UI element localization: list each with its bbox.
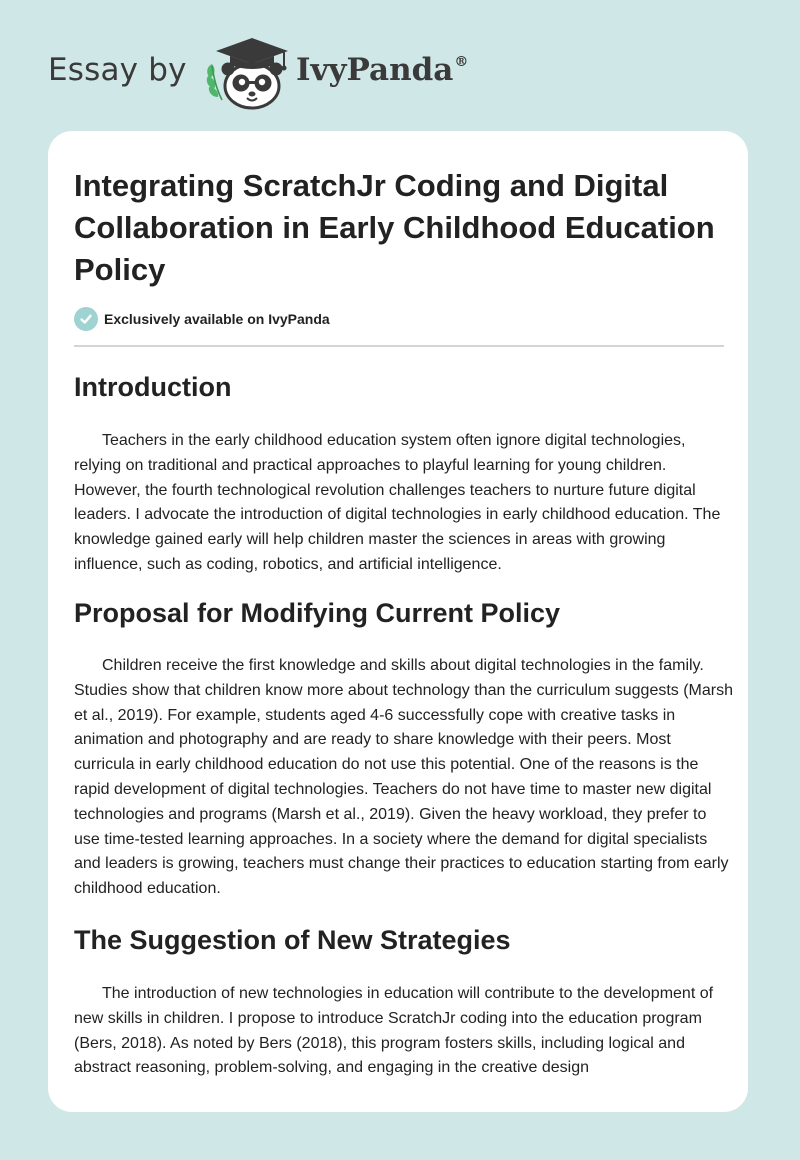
section-heading-introduction: Introduction (74, 372, 232, 402)
check-circle-icon (74, 307, 98, 331)
section-heading-proposal: Proposal for Modifying Current Policy (74, 598, 561, 628)
panda-graduate-logo-icon[interactable] (200, 34, 292, 110)
title-divider (74, 345, 724, 347)
article-title: Integrating ScratchJr Coding and Digital Collaboration in Early Childhood Education Policy (74, 168, 715, 287)
section-paragraph-strategies: The introduction of new technologies in education will contribute to the development of new skills in children. I propose to introduce ScratchJr coding into the education program (Bers, 2018). As noted by Bers (2018), this program fosters skills, including logical and abstract reasoning, problem-solving, and engaging in the creative design (74, 985, 714, 1077)
brand-text: IvyPanda (296, 52, 454, 88)
essay-by-label: Essay by (48, 52, 187, 88)
section-heading-strategies: The Suggestion of New Strategies (74, 925, 511, 955)
article-card (48, 131, 748, 1112)
brand-name[interactable] (296, 52, 468, 88)
badge-label: Exclusively available on IvyPanda (104, 311, 330, 327)
section-paragraph-proposal: Children receive the first knowledge and skills about digital technologies in the family. Studies show that children know more about technology than the curriculum suggests (Marsh et al., 2019). For example, students aged 4-6 successfully cope with creative tasks in animation and photography and are ready to share knowledge with their peers. Most curricula in early childhood education do not use this potential. One of the reasons is the rapid development of digital technologies. Teachers do not have time to master new digital technologies and programs (Marsh et al., 2019). Given the heavy workload, they prefer to use time-tested learning approaches. In a society where the demand for digital specialists and leaders is growing, teachers must change their practices to education starting from early childhood education. (74, 657, 734, 898)
site-header (48, 34, 488, 114)
section-paragraph-introduction: Teachers in the early childhood education system often ignore digital technologies, relying on traditional and practical approaches to playful learning for young children. However, the fourth technological revolution challenges teachers to nurture future digital leaders. I advocate the introduction of digital technologies in early childhood education. The knowledge gained early will help children master the sciences in areas with growing influence, such as coding, robotics, and artificial intelligence. (74, 432, 721, 573)
registered-mark: ® (454, 54, 469, 70)
leaf-icon (207, 64, 222, 100)
exclusive-badge (74, 307, 330, 331)
